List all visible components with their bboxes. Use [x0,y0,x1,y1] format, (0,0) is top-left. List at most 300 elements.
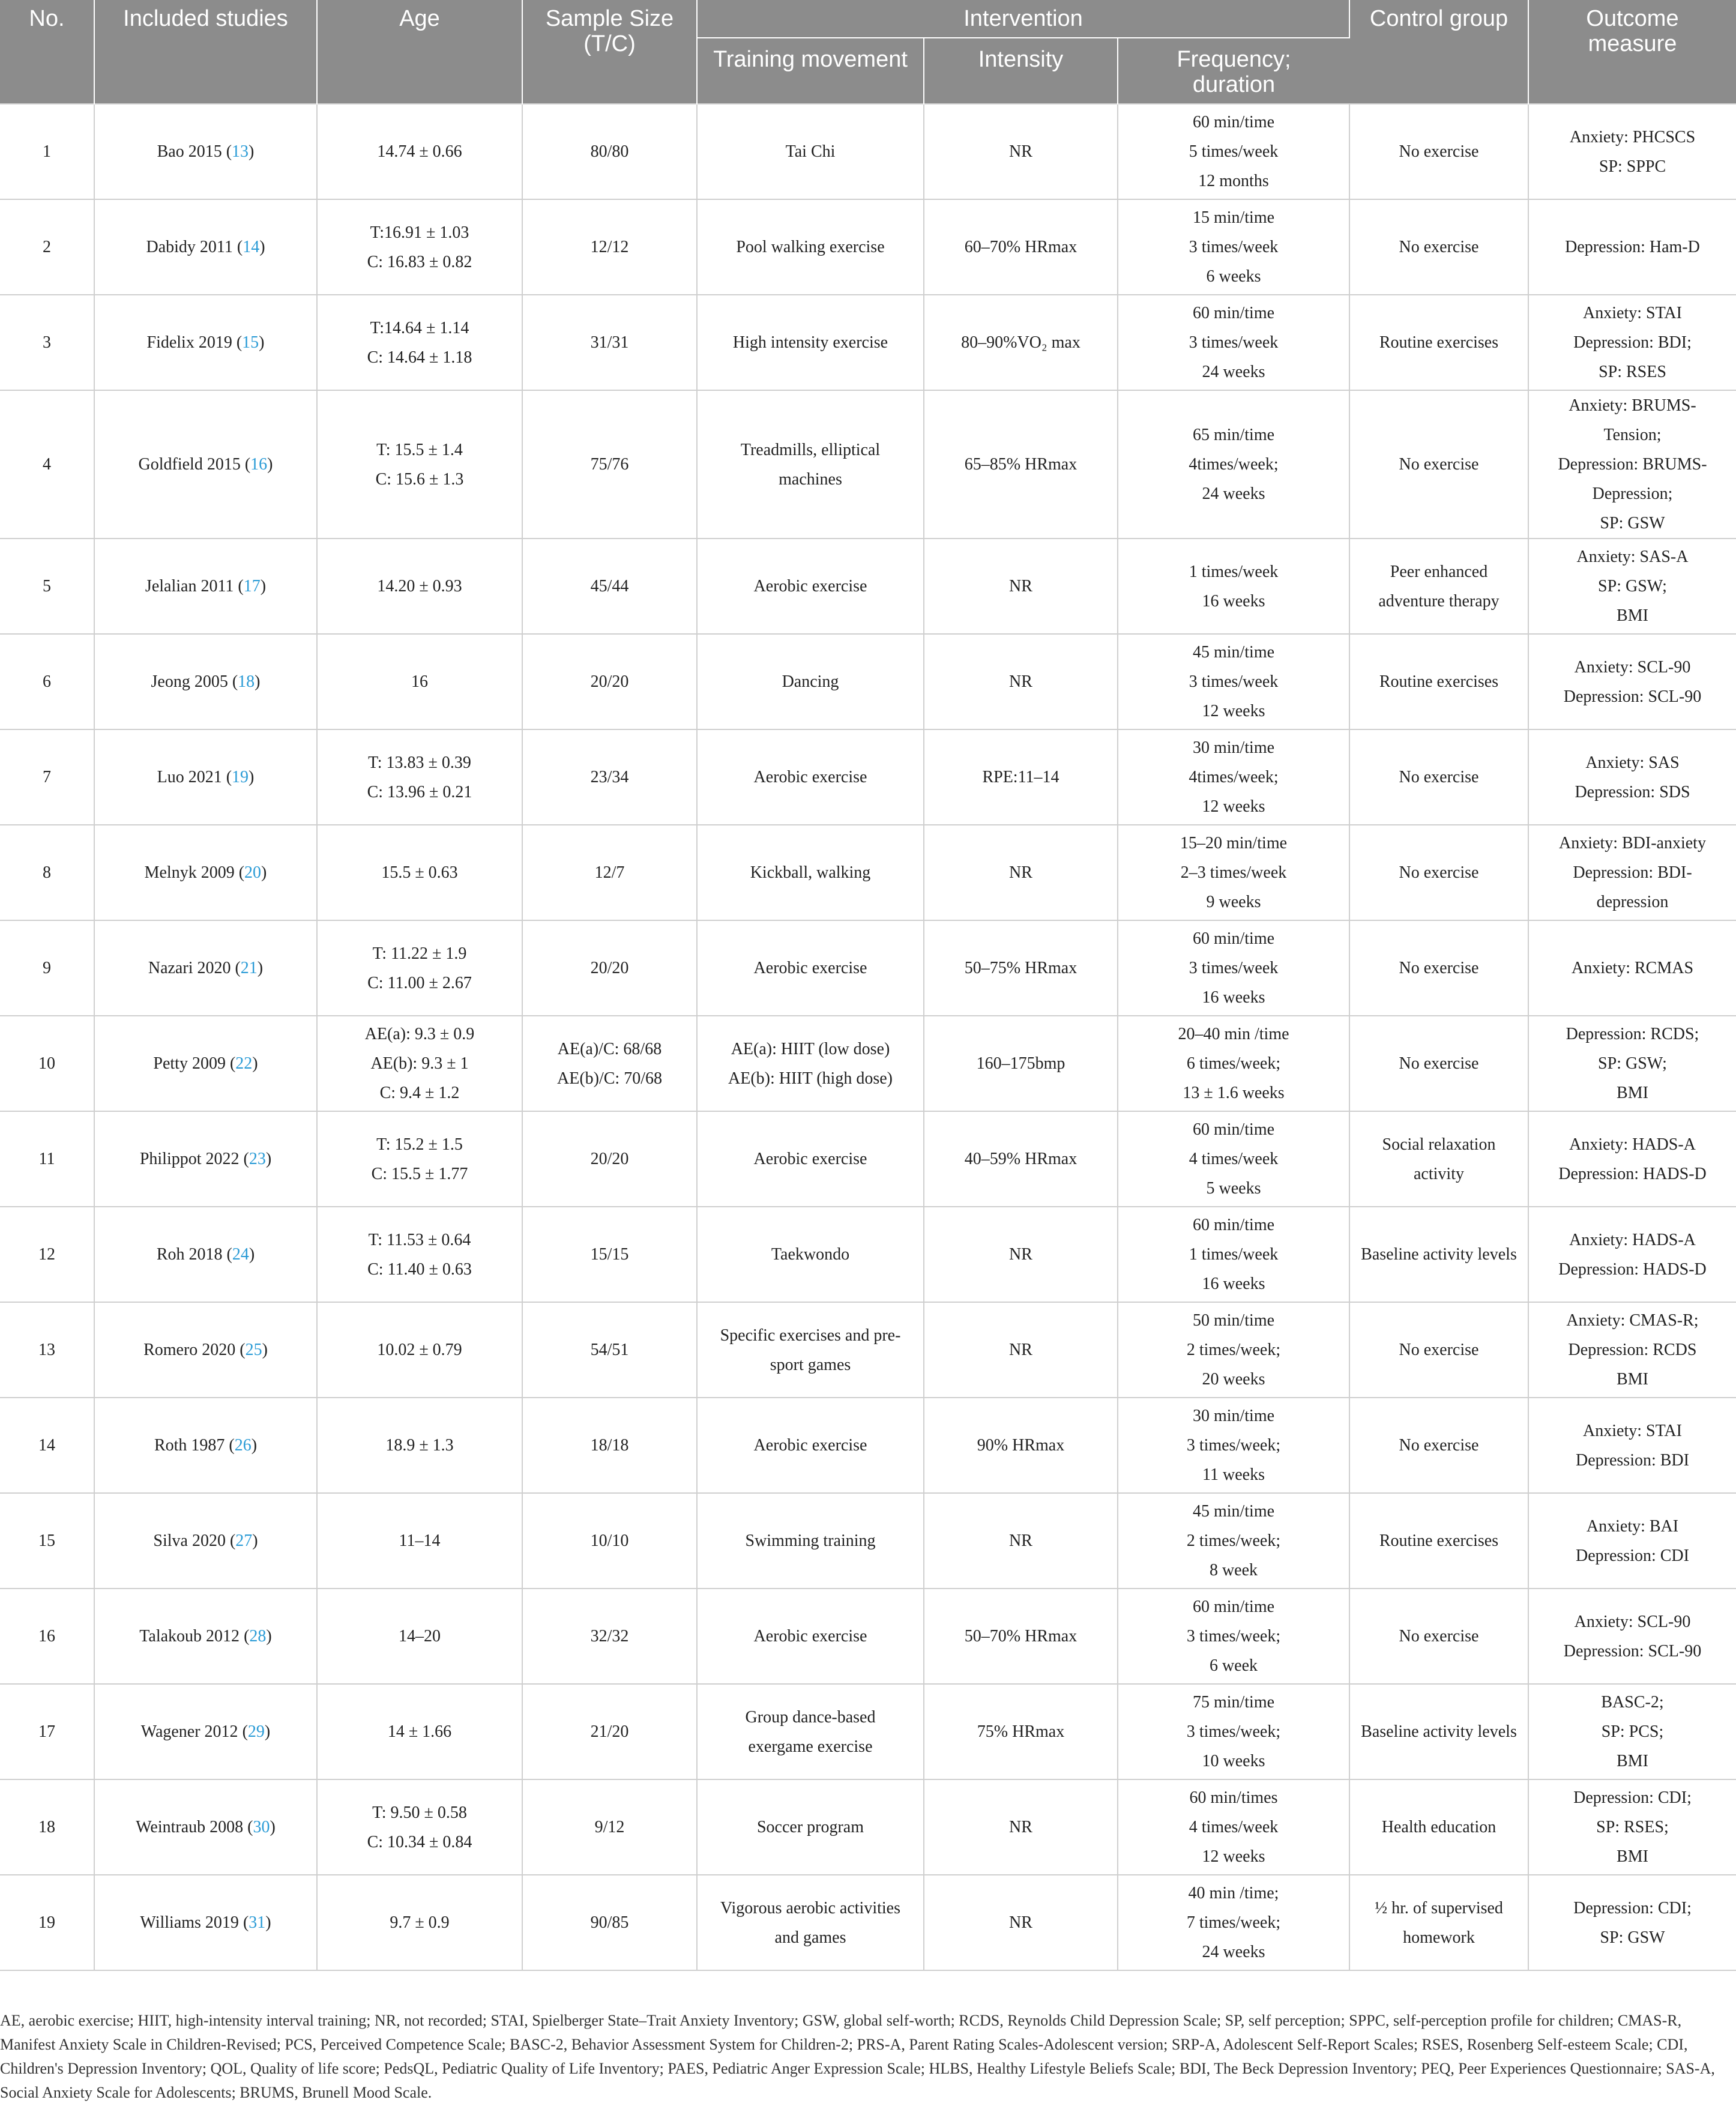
frequency-duration-cell-line: 40 min /time; [1188,1884,1279,1902]
reference-link[interactable]: 18 [238,672,255,691]
intensity-cell [924,1493,1118,1589]
frequency-duration-cell-line: 45 min/time [1192,1502,1275,1521]
reference-link[interactable]: 16 [250,455,268,474]
study-number-cell: 9 [0,920,94,1016]
training-movement-cell [697,104,924,199]
frequency-duration-cell [1118,104,1349,199]
intensity-cell [924,920,1118,1016]
frequency-duration-cell-line: 30 min/time [1192,1407,1275,1425]
frequency-duration-cell-line: 4 times/week [1189,1150,1279,1168]
table-row [0,1207,1736,1302]
age-cell-line: C: 16.83 ± 0.82 [367,252,472,271]
frequency-duration-cell-line: 12 months [1198,172,1269,190]
sample-size-cell [522,1875,697,1970]
frequency-duration-cell [1118,390,1349,539]
training-movement-cell [697,1493,924,1589]
age-cell [317,104,522,199]
training-movement-cell [697,295,924,390]
included-study-cell: Philippot 2022 (23) [94,1111,317,1207]
frequency-duration-cell [1118,1398,1349,1493]
control-group-cell [1349,104,1528,199]
header-sample-size [522,0,697,104]
study-number-cell: 1 [0,104,94,199]
sample-size-cell-line: AE(b)/C: 70/68 [557,1069,662,1088]
frequency-duration-cell-line: 8 week [1209,1561,1258,1579]
frequency-duration-cell-line: 60 min/time [1192,929,1275,948]
intensity-cell [924,199,1118,295]
outcome-measure-cell [1528,1302,1736,1398]
age-cell-line: 14.20 ± 0.93 [377,577,462,596]
frequency-duration-cell-line: 65 min/time [1192,426,1275,444]
training-movement-cell-line: Taekwondo [771,1245,850,1264]
header-sample-size-line: Sample Size [545,6,674,31]
study-number-cell: 5 [0,539,94,634]
sample-size-cell-line: 9/12 [594,1818,625,1836]
frequency-duration-cell-line: 3 times/week; [1186,1722,1281,1741]
age-cell [317,1207,522,1302]
training-movement-cell-line: Treadmills, elliptical [740,440,881,459]
frequency-duration-cell-line: 30 min/time [1192,738,1275,757]
outcome-measure-cell [1528,1398,1736,1493]
training-movement-cell-line: Dancing [782,672,839,691]
frequency-duration-cell-line: 16 weeks [1202,988,1265,1007]
age-cell-line: C: 9.4 ± 1.2 [379,1084,460,1102]
study-number-cell: 13 [0,1302,94,1398]
study-number-cell: 14 [0,1398,94,1493]
study-number-cell: 19 [0,1875,94,1970]
outcome-measure-cell-line: Depression: SCL-90 [1563,687,1702,706]
outcome-measure-cell-line: Anxiety: RCMAS [1571,959,1694,977]
outcome-measure-cell [1528,1111,1736,1207]
sample-size-cell [522,920,697,1016]
age-cell-line: C: 10.34 ± 0.84 [367,1832,472,1851]
study-name: Romero 2020 [143,1341,236,1359]
included-study-cell: Dabidy 2011 (14) [94,199,317,295]
age-cell [317,295,522,390]
outcome-measure-cell [1528,1016,1736,1111]
age-cell-line: T: 11.53 ± 0.64 [368,1230,471,1249]
training-movement-cell-line: Soccer program [756,1818,864,1836]
age-cell-line: C: 15.5 ± 1.77 [371,1164,468,1183]
included-study-cell: Roth 1987 (26) [94,1398,317,1493]
sample-size-cell-line: 20/20 [590,959,629,977]
header-training-movement: Training movement [697,38,924,104]
frequency-duration-cell-line: 9 weeks [1206,893,1261,911]
outcome-measure-cell-line: SP: SPPC [1599,157,1666,176]
header-age: Age [317,0,522,104]
table-row [0,1875,1736,1970]
reference-link[interactable]: 28 [249,1627,267,1646]
header-outcome-line: measure [1588,31,1677,56]
control-group-cell-line: Peer enhanced [1390,562,1488,581]
outcome-measure-cell-line: Tension; [1603,426,1662,444]
age-cell-line: 15.5 ± 0.63 [381,863,458,882]
frequency-duration-cell-line: 12 weeks [1202,702,1265,720]
reference-link[interactable]: 24 [232,1245,249,1264]
age-cell-line: 14.74 ± 0.66 [377,142,462,161]
table-row [0,199,1736,295]
included-study-cell: Fidelix 2019 (15) [94,295,317,390]
reference-link[interactable]: 29 [247,1722,265,1741]
header-frequency-duration [1118,38,1349,104]
control-group-cell [1349,199,1528,295]
study-number-cell: 16 [0,1589,94,1684]
header-outcome-line: Outcome [1586,6,1679,31]
intensity-cell-line: 40–59% HRmax [964,1150,1077,1168]
training-movement-cell-line: Kickball, walking [750,863,871,882]
included-study-cell: Roh 2018 (24) [94,1207,317,1302]
outcome-measure-cell-line: Depression: RCDS [1568,1341,1697,1359]
frequency-duration-cell-line: 16 weeks [1202,591,1265,611]
outcome-measure-cell [1528,1493,1736,1589]
outcome-measure-cell-line: Anxiety: SAS-A [1576,548,1689,566]
reference-link[interactable]: 31 [249,1913,266,1932]
age-cell [317,390,522,539]
reference-link[interactable]: 14 [243,238,260,256]
table-row [0,1302,1736,1398]
header-control-group: Control group [1349,0,1528,104]
outcome-measure-cell-line: Anxiety: BDI-anxiety [1559,834,1706,852]
frequency-duration-cell-line: 5 weeks [1206,1179,1261,1198]
control-group-cell-line: No exercise [1399,768,1479,786]
sample-size-cell [522,1207,697,1302]
frequency-duration-cell [1118,729,1349,825]
outcome-measure-cell-line: BMI [1617,1084,1648,1102]
table-row [0,729,1736,825]
study-number-cell: 2 [0,199,94,295]
frequency-duration-cell-line: 3 times/week; [1186,1627,1281,1646]
sample-size-cell-line: 15/15 [590,1245,629,1264]
sample-size-cell [522,1016,697,1111]
age-cell [317,825,522,920]
control-group-cell-line: Baseline activity levels [1361,1722,1517,1741]
frequency-duration-cell-line: 4times/week; [1189,455,1279,474]
sample-size-cell [522,104,697,199]
intensity-cell-line: NR [1009,1818,1032,1836]
frequency-duration-cell-line: 60 min/time [1192,113,1275,131]
outcome-measure-cell-line: Depression: CDI; [1573,1788,1692,1807]
control-group-cell-line: homework [1403,1928,1475,1947]
outcome-measure-cell-line: Depression: BDI; [1573,333,1692,352]
training-movement-cell [697,825,924,920]
intensity-cell-line: 50–70% HRmax [964,1627,1077,1646]
included-study-cell: Nazari 2020 (21) [94,920,317,1016]
sample-size-cell [522,390,697,539]
study-number-cell: 8 [0,825,94,920]
age-cell-line: 16 [411,672,428,691]
training-movement-cell [697,390,924,539]
training-movement-cell [697,199,924,295]
frequency-duration-cell [1118,825,1349,920]
age-cell [317,634,522,729]
frequency-duration-cell-line: 7 times/week; [1186,1913,1281,1932]
age-cell-line: T: 11.22 ± 1.9 [372,944,467,963]
included-study-cell: Williams 2019 (31) [94,1875,317,1970]
frequency-duration-cell-line: 2 times/week; [1186,1531,1281,1550]
reference-link[interactable]: 27 [235,1531,253,1550]
study-name: Jeong 2005 [151,672,228,691]
table-row [0,920,1736,1016]
frequency-duration-cell-line: 15 min/time [1192,208,1275,227]
outcome-measure-cell-line: Depression: BDI- [1573,863,1692,882]
sample-size-cell [522,199,697,295]
frequency-duration-cell-line: 3 times/week [1189,672,1279,691]
outcome-measure-cell-line: Depression: SCL-90 [1563,1641,1702,1661]
study-number-cell: 3 [0,295,94,390]
frequency-duration-cell [1118,1207,1349,1302]
training-movement-cell-line: machines [779,469,842,489]
intensity-cell-line: 75% HRmax [977,1722,1065,1741]
age-cell [317,1398,522,1493]
training-movement-cell-line: exergame exercise [748,1737,873,1756]
outcome-measure-cell-line: Depression: BDI [1576,1450,1689,1470]
control-group-cell [1349,1684,1528,1779]
outcome-measure-cell-line: Anxiety: CMAS-R; [1566,1311,1699,1330]
reference-link[interactable]: 20 [244,863,262,882]
study-name: Philippot 2022 [139,1150,240,1168]
outcome-measure-cell-line: BMI [1617,606,1648,625]
age-cell-line: 14–20 [399,1627,441,1646]
control-group-cell-line: No exercise [1399,1436,1479,1455]
age-cell [317,729,522,825]
intensity-cell [924,1779,1118,1875]
training-movement-cell-line: and games [774,1928,846,1947]
frequency-duration-cell-line: 60 min/time [1192,1216,1275,1234]
training-movement-cell [697,729,924,825]
sample-size-cell [522,295,697,390]
study-number-cell: 12 [0,1207,94,1302]
table-header [0,0,1736,104]
outcome-measure-cell-line: BMI [1617,1370,1648,1389]
training-movement-cell [697,539,924,634]
outcome-measure-cell-line: SP: GSW; [1598,1054,1667,1073]
study-name: Roh 2018 [156,1245,223,1264]
frequency-duration-cell-line: 20 weeks [1202,1370,1265,1389]
control-group-cell-line: Routine exercises [1379,333,1499,352]
table-row [0,1398,1736,1493]
table-footnote: AE, aerobic exercise; HIIT, high-intensity interval training; NR, not recorded; STAI, Spielberger State–Trait Anxiety Inventory; GSW, global self-worth; RCDS, Reynolds Child Depression Scale; SP, self perception; SPPC, self-perception profile for children; CMAS-R, Manifest Anxiety Scale in Children-Revised; PCS, Perceived Competence Scale; BASC-2, Behavior Assessment System for Children-2; PRS-A, Parent Rating Scales-Adolescent version; SRP-A, Adolescent Self-Report Scales; RSES, Rosenberg Self-esteem Scale; CDI, Children's Depression Inventory; QOL, Quality of life score; PedsQL, Pediatric Quality of Life Inventory; PAES, Pediatric Anger Expression Scale; HLBS, Healthy Lifestyle Beliefs Scale; BDI, The Beck Depression Inventory; PEQ, Peer Experiences Questionnaire; SAS-A, Social Anxiety Scale for Adolescents; BRUMS, Brunell Mood Scale. [0,2012,1715,2101]
reference-link[interactable]: 15 [242,333,259,352]
outcome-measure-cell-line: SP: PCS; [1601,1722,1664,1741]
age-cell-line: C: 14.64 ± 1.18 [367,348,472,367]
frequency-duration-cell-line: 3 times/week [1189,333,1279,352]
training-movement-cell [697,1684,924,1779]
frequency-duration-cell-line: 12 weeks [1202,797,1265,816]
control-group-cell-line: No exercise [1399,1627,1479,1646]
study-name: Goldfield 2015 [138,455,241,474]
age-cell [317,1779,522,1875]
frequency-duration-cell-line: 5 times/week [1189,142,1279,161]
age-cell [317,1875,522,1970]
intensity-cell-line: 50–75% HRmax [964,959,1077,977]
age-cell-line: T: 13.83 ± 0.39 [368,753,471,772]
age-cell-line: C: 11.40 ± 0.63 [367,1260,472,1279]
study-number-cell: 10 [0,1016,94,1111]
intensity-cell [924,1016,1118,1111]
frequency-duration-cell-line: 75 min/time [1192,1693,1275,1712]
included-study-cell: Silva 2020 (27) [94,1493,317,1589]
age-cell-line: 9.7 ± 0.9 [390,1913,450,1932]
outcome-measure-cell [1528,729,1736,825]
outcome-measure-cell-line: SP: GSW [1600,1928,1665,1947]
reference-link[interactable]: 25 [245,1341,262,1359]
frequency-duration-cell [1118,539,1349,634]
outcome-measure-cell-line: Anxiety: STAI [1583,304,1682,322]
sample-size-cell [522,825,697,920]
study-number-cell: 6 [0,634,94,729]
intensity-cell [924,1111,1118,1207]
training-movement-cell-line: Aerobic exercise [753,577,867,596]
control-group-cell [1349,920,1528,1016]
age-cell-line: T: 9.50 ± 0.58 [372,1803,467,1822]
frequency-duration-cell-line: 4times/week; [1189,768,1279,786]
reference-link[interactable]: 17 [243,577,261,596]
included-study-cell: Jelalian 2011 (17) [94,539,317,634]
age-cell [317,1684,522,1779]
reference-link[interactable]: 23 [249,1150,266,1168]
intensity-cell-line: NR [1009,1531,1032,1550]
outcome-measure-cell [1528,1684,1736,1779]
reference-link[interactable]: 26 [234,1436,252,1455]
control-group-cell-line: activity [1414,1164,1464,1183]
intensity-cell-line: NR [1009,1245,1032,1264]
training-movement-cell-line: Swimming training [745,1531,876,1550]
reference-link[interactable]: 22 [235,1054,253,1073]
outcome-measure-cell-line: depression [1596,893,1669,911]
intensity-cell [924,1684,1118,1779]
control-group-cell [1349,1589,1528,1684]
intensity-cell-line: 80–90%VO₂ max [961,333,1080,352]
intensity-cell-line: RPE:11–14 [982,768,1059,786]
frequency-duration-cell-line: 6 week [1209,1656,1258,1675]
included-study-cell: Melnyk 2009 (20) [94,825,317,920]
header-sample-size-line: (T/C) [583,31,636,56]
frequency-duration-cell-line: 24 weeks [1202,1943,1265,1961]
training-movement-cell [697,1302,924,1398]
frequency-duration-cell [1118,1684,1349,1779]
frequency-duration-cell-line: 2 times/week; [1186,1341,1281,1359]
sample-size-cell-line: 18/18 [590,1436,629,1455]
training-movement-cell-line: AE(b): HIIT (high dose) [728,1069,893,1088]
control-group-cell [1349,1398,1528,1493]
outcome-measure-cell-line: Anxiety: SCL-90 [1574,657,1691,677]
outcome-measure-cell-line: Depression: SDS [1575,782,1690,801]
age-cell [317,920,522,1016]
training-movement-cell-line: Vigorous aerobic activities [720,1898,900,1917]
outcome-measure-cell-line: SP: GSW [1600,514,1665,533]
outcome-measure-cell-line: SP: GSW; [1598,577,1667,596]
age-cell [317,199,522,295]
outcome-measure-cell-line: Depression; [1592,484,1673,503]
study-name: Melnyk 2009 [144,863,235,882]
sample-size-cell [522,1111,697,1207]
intensity-cell-line: 90% HRmax [977,1436,1065,1455]
frequency-duration-cell [1118,295,1349,390]
control-group-cell [1349,1779,1528,1875]
frequency-duration-cell-line: 6 weeks [1206,267,1261,286]
control-group-cell-line: No exercise [1399,455,1479,474]
outcome-measure-cell-line: Depression: CDI [1576,1546,1689,1565]
table-row [0,634,1736,729]
included-study-cell: Weintraub 2008 (30) [94,1779,317,1875]
control-group-cell [1349,1302,1528,1398]
training-movement-cell [697,1875,924,1970]
training-movement-cell [697,1016,924,1111]
frequency-duration-cell-line: 45 min/time [1192,643,1275,662]
age-cell [317,539,522,634]
frequency-duration-cell-line: 10 weeks [1202,1752,1265,1770]
study-number-cell: 17 [0,1684,94,1779]
reference-link[interactable]: 30 [253,1818,270,1836]
outcome-measure-cell-line: Anxiety: STAI [1583,1421,1682,1440]
sample-size-cell-line: 80/80 [590,142,629,161]
reference-link[interactable]: 19 [232,768,249,786]
control-group-cell [1349,634,1528,729]
training-movement-cell-line: Aerobic exercise [753,768,867,786]
outcome-measure-cell-line: Depression: RCDS; [1566,1025,1699,1043]
intensity-cell [924,1875,1118,1970]
outcome-measure-cell [1528,825,1736,920]
training-movement-cell-line: Aerobic exercise [753,1627,867,1646]
outcome-measure-cell [1528,104,1736,199]
frequency-duration-cell-line: 60 min/times [1189,1788,1278,1807]
sample-size-cell-line: 23/34 [590,768,629,786]
age-cell [317,1493,522,1589]
sample-size-cell-line: 10/10 [590,1531,629,1550]
table-row [0,1779,1736,1875]
intensity-cell [924,825,1118,920]
control-group-cell-line: No exercise [1399,238,1479,256]
frequency-duration-cell-line: 4 times/week [1189,1818,1279,1836]
frequency-duration-cell [1118,1111,1349,1207]
included-study-cell: Talakoub 2012 (28) [94,1589,317,1684]
frequency-duration-cell-line: 3 times/week [1189,959,1279,977]
frequency-duration-cell-line: 60 min/time [1192,1598,1275,1616]
frequency-duration-cell [1118,1302,1349,1398]
sample-size-cell [522,729,697,825]
reference-link[interactable]: 21 [240,959,258,977]
reference-link[interactable]: 13 [232,142,249,161]
study-number-cell: 4 [0,390,94,539]
study-number-cell: 11 [0,1111,94,1207]
training-movement-cell [697,1398,924,1493]
study-name: Wagener 2012 [140,1722,238,1741]
table-row [0,1016,1736,1111]
training-movement-cell [697,1589,924,1684]
sample-size-cell [522,1493,697,1589]
control-group-cell [1349,1207,1528,1302]
outcome-measure-cell [1528,295,1736,390]
outcome-measure-cell-line: Depression: Ham-D [1565,238,1700,256]
control-group-cell [1349,1493,1528,1589]
intensity-cell [924,1589,1118,1684]
intensity-cell-line: NR [1009,1913,1032,1932]
control-group-cell-line: No exercise [1399,863,1479,882]
sample-size-cell [522,1779,697,1875]
frequency-duration-cell-line: 1 times/week [1189,562,1279,581]
intensity-cell-line: NR [1009,577,1032,596]
table-row [0,390,1736,539]
age-cell-line: T: 15.2 ± 1.5 [376,1135,463,1154]
frequency-duration-cell-line: 11 weeks [1202,1465,1265,1484]
sample-size-cell-line: 75/76 [590,455,629,474]
study-name: Jelalian 2011 [145,577,234,596]
outcome-measure-cell-line: BMI [1617,1847,1648,1866]
frequency-duration-cell-line: 3 times/week; [1186,1436,1281,1455]
study-name: Bao 2015 [157,142,222,161]
frequency-duration-cell [1118,1016,1349,1111]
sample-size-cell-line: 21/20 [590,1722,629,1741]
